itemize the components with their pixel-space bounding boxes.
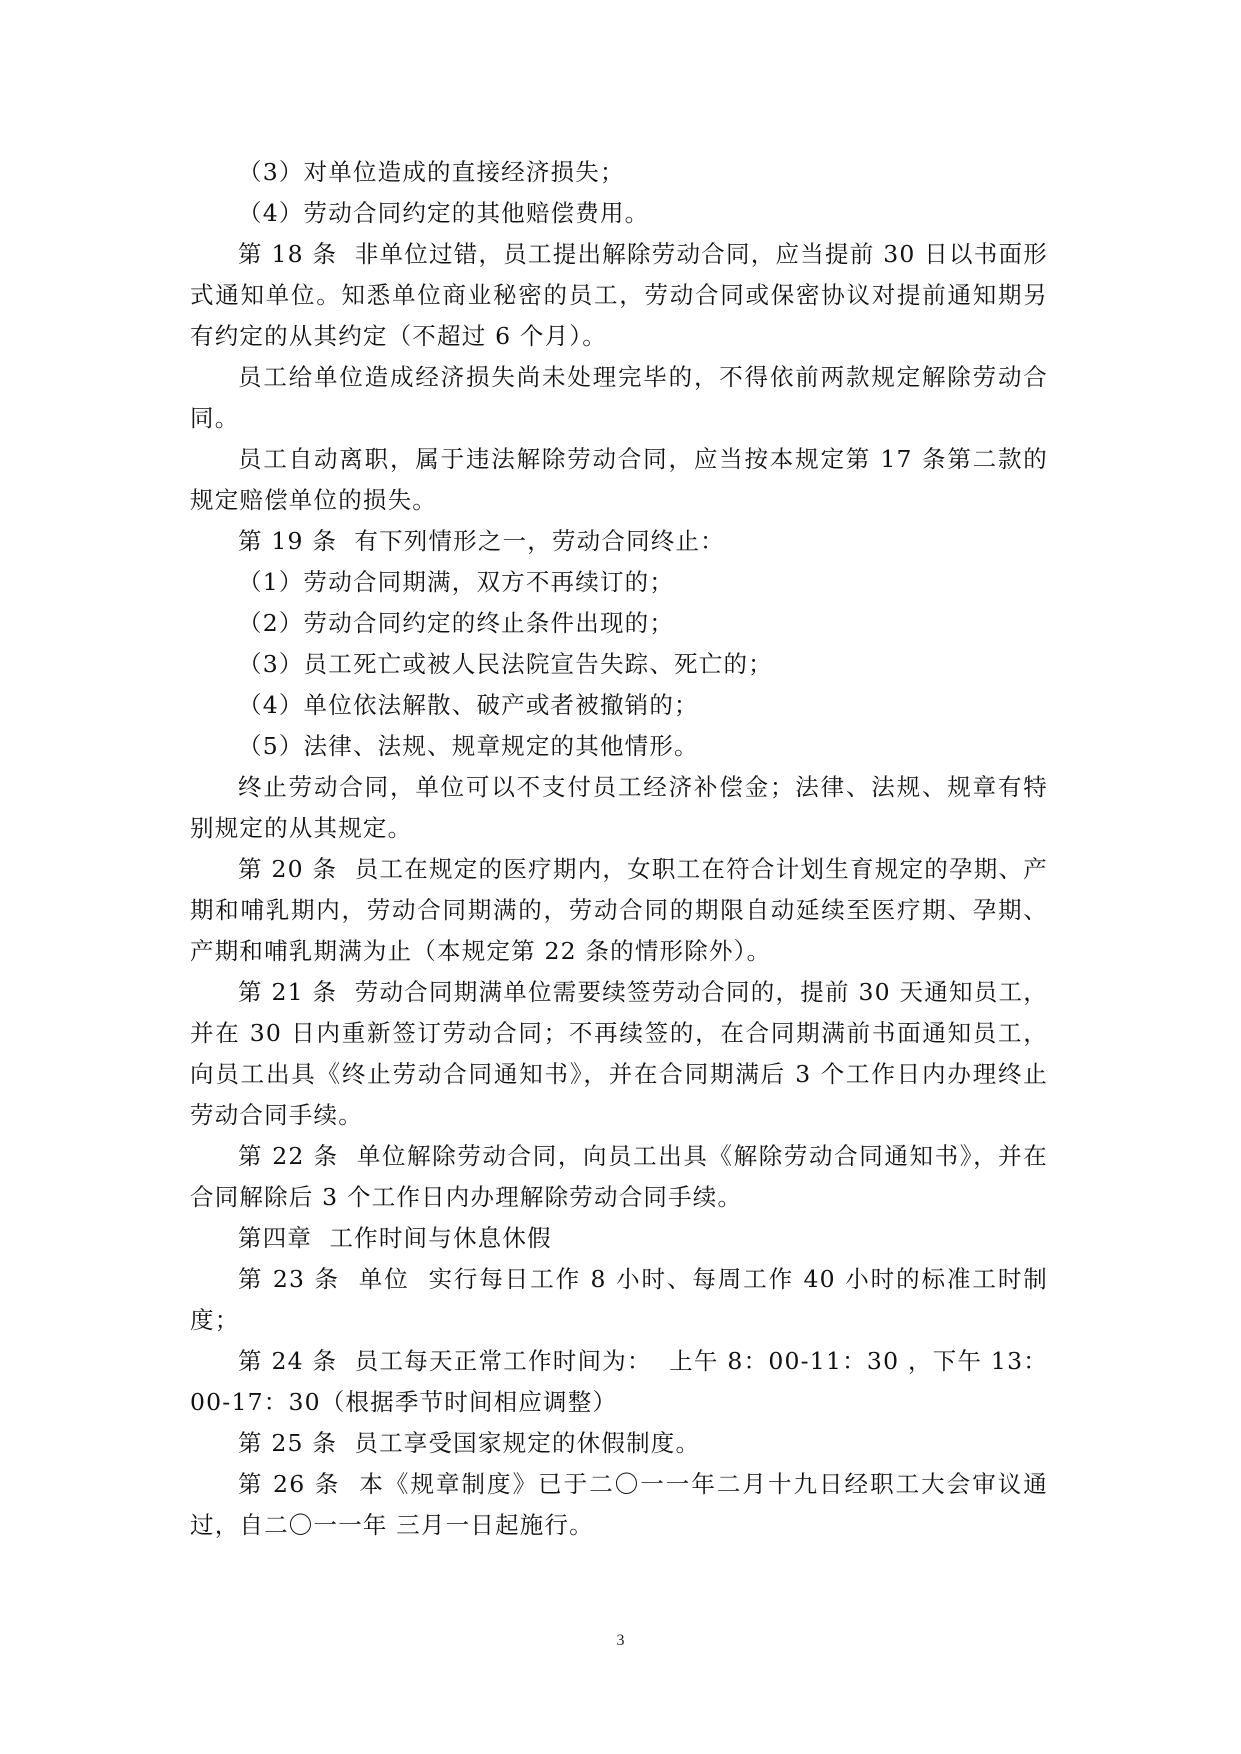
article-22: 第 22 条 单位解除劳动合同，向员工出具《解除劳动合同通知书》，并在合同解除后 3 个工作日内办理解除劳动合同手续。 [190,1142,1048,1211]
paragraph-termination-compensation: 终止劳动合同，单位可以不支付员工经济补偿金；法律、法规、规章有特别规定的从其规定。 [190,773,1048,842]
article-26: 第 26 条 本《规章制度》已于二〇一一年二月十九日经职工大会审议通过，自二〇一一年 三月一日起施行。 [190,1470,1048,1539]
article-19-item-1: （1）劳动合同期满，双方不再续订的； [238,568,675,596]
chapter-4-heading: 第四章 工作时间与休息休假 [238,1224,552,1252]
article-19: 第 19 条 有下列情形之一，劳动合同终止： [238,527,725,555]
article-20: 第 20 条 员工在规定的医疗期内，女职工在符合计划生育规定的孕期、产期和哺乳期内，劳动合同期满的，劳动合同的期限自动延续至医疗期、孕期、产期和哺乳期满为止（本规定第 22 条的情形除外）。 [190,855,1048,965]
paragraph-self-resignation: 员工自动离职，属于违法解除劳动合同，应当按本规定第 17 条第二款的规定赔偿单位的损失。 [190,445,1048,514]
article-21: 第 21 条 劳动合同期满单位需要续签劳动合同的，提前 30 天通知员工，并在 30 日内重新签订劳动合同；不再续签的，在合同期满前书面通知员工，向员工出具《终止劳动合同通知书》，并在合同期满后 3 个工作日内办理终止劳动合同手续。 [190,978,1048,1129]
article-19-item-2: （2）劳动合同约定的终止条件出现的； [238,609,675,637]
article-23: 第 23 条 单位 实行每日工作 8 小时、每周工作 40 小时的标准工时制度； [190,1265,1048,1334]
paragraph-item-3: （3）对单位造成的直接经济损失； [238,158,625,186]
article-19-item-3: （3）员工死亡或被人民法院宣告失踪、死亡的； [238,650,773,678]
article-25: 第 25 条 员工享受国家规定的休假制度。 [238,1429,701,1457]
article-19-item-5: （5）法律、法规、规章规定的其他情形。 [238,732,699,760]
paragraph-item-4: （4）劳动合同约定的其他赔偿费用。 [238,199,650,227]
article-24: 第 24 条 员工每天正常工作时间为： 上午 8：00-11：30 ，下午 13：00-17：30（根据季节时间相应调整） [190,1347,1048,1416]
page-number: 3 [616,1632,625,1649]
article-18: 第 18 条 非单位过错，员工提出解除劳动合同，应当提前 30 日以书面形式通知单位。知悉单位商业秘密的员工，劳动合同或保密协议对提前通知期另有约定的从其约定（不超过 6 个月）。 [190,240,1048,350]
article-19-item-4: （4）单位依法解散、破产或者被撤销的； [238,691,699,719]
paragraph-loss-unresolved: 员工给单位造成经济损失尚未处理完毕的，不得依前两款规定解除劳动合同。 [190,363,1048,432]
document-body [190,152,1048,1546]
